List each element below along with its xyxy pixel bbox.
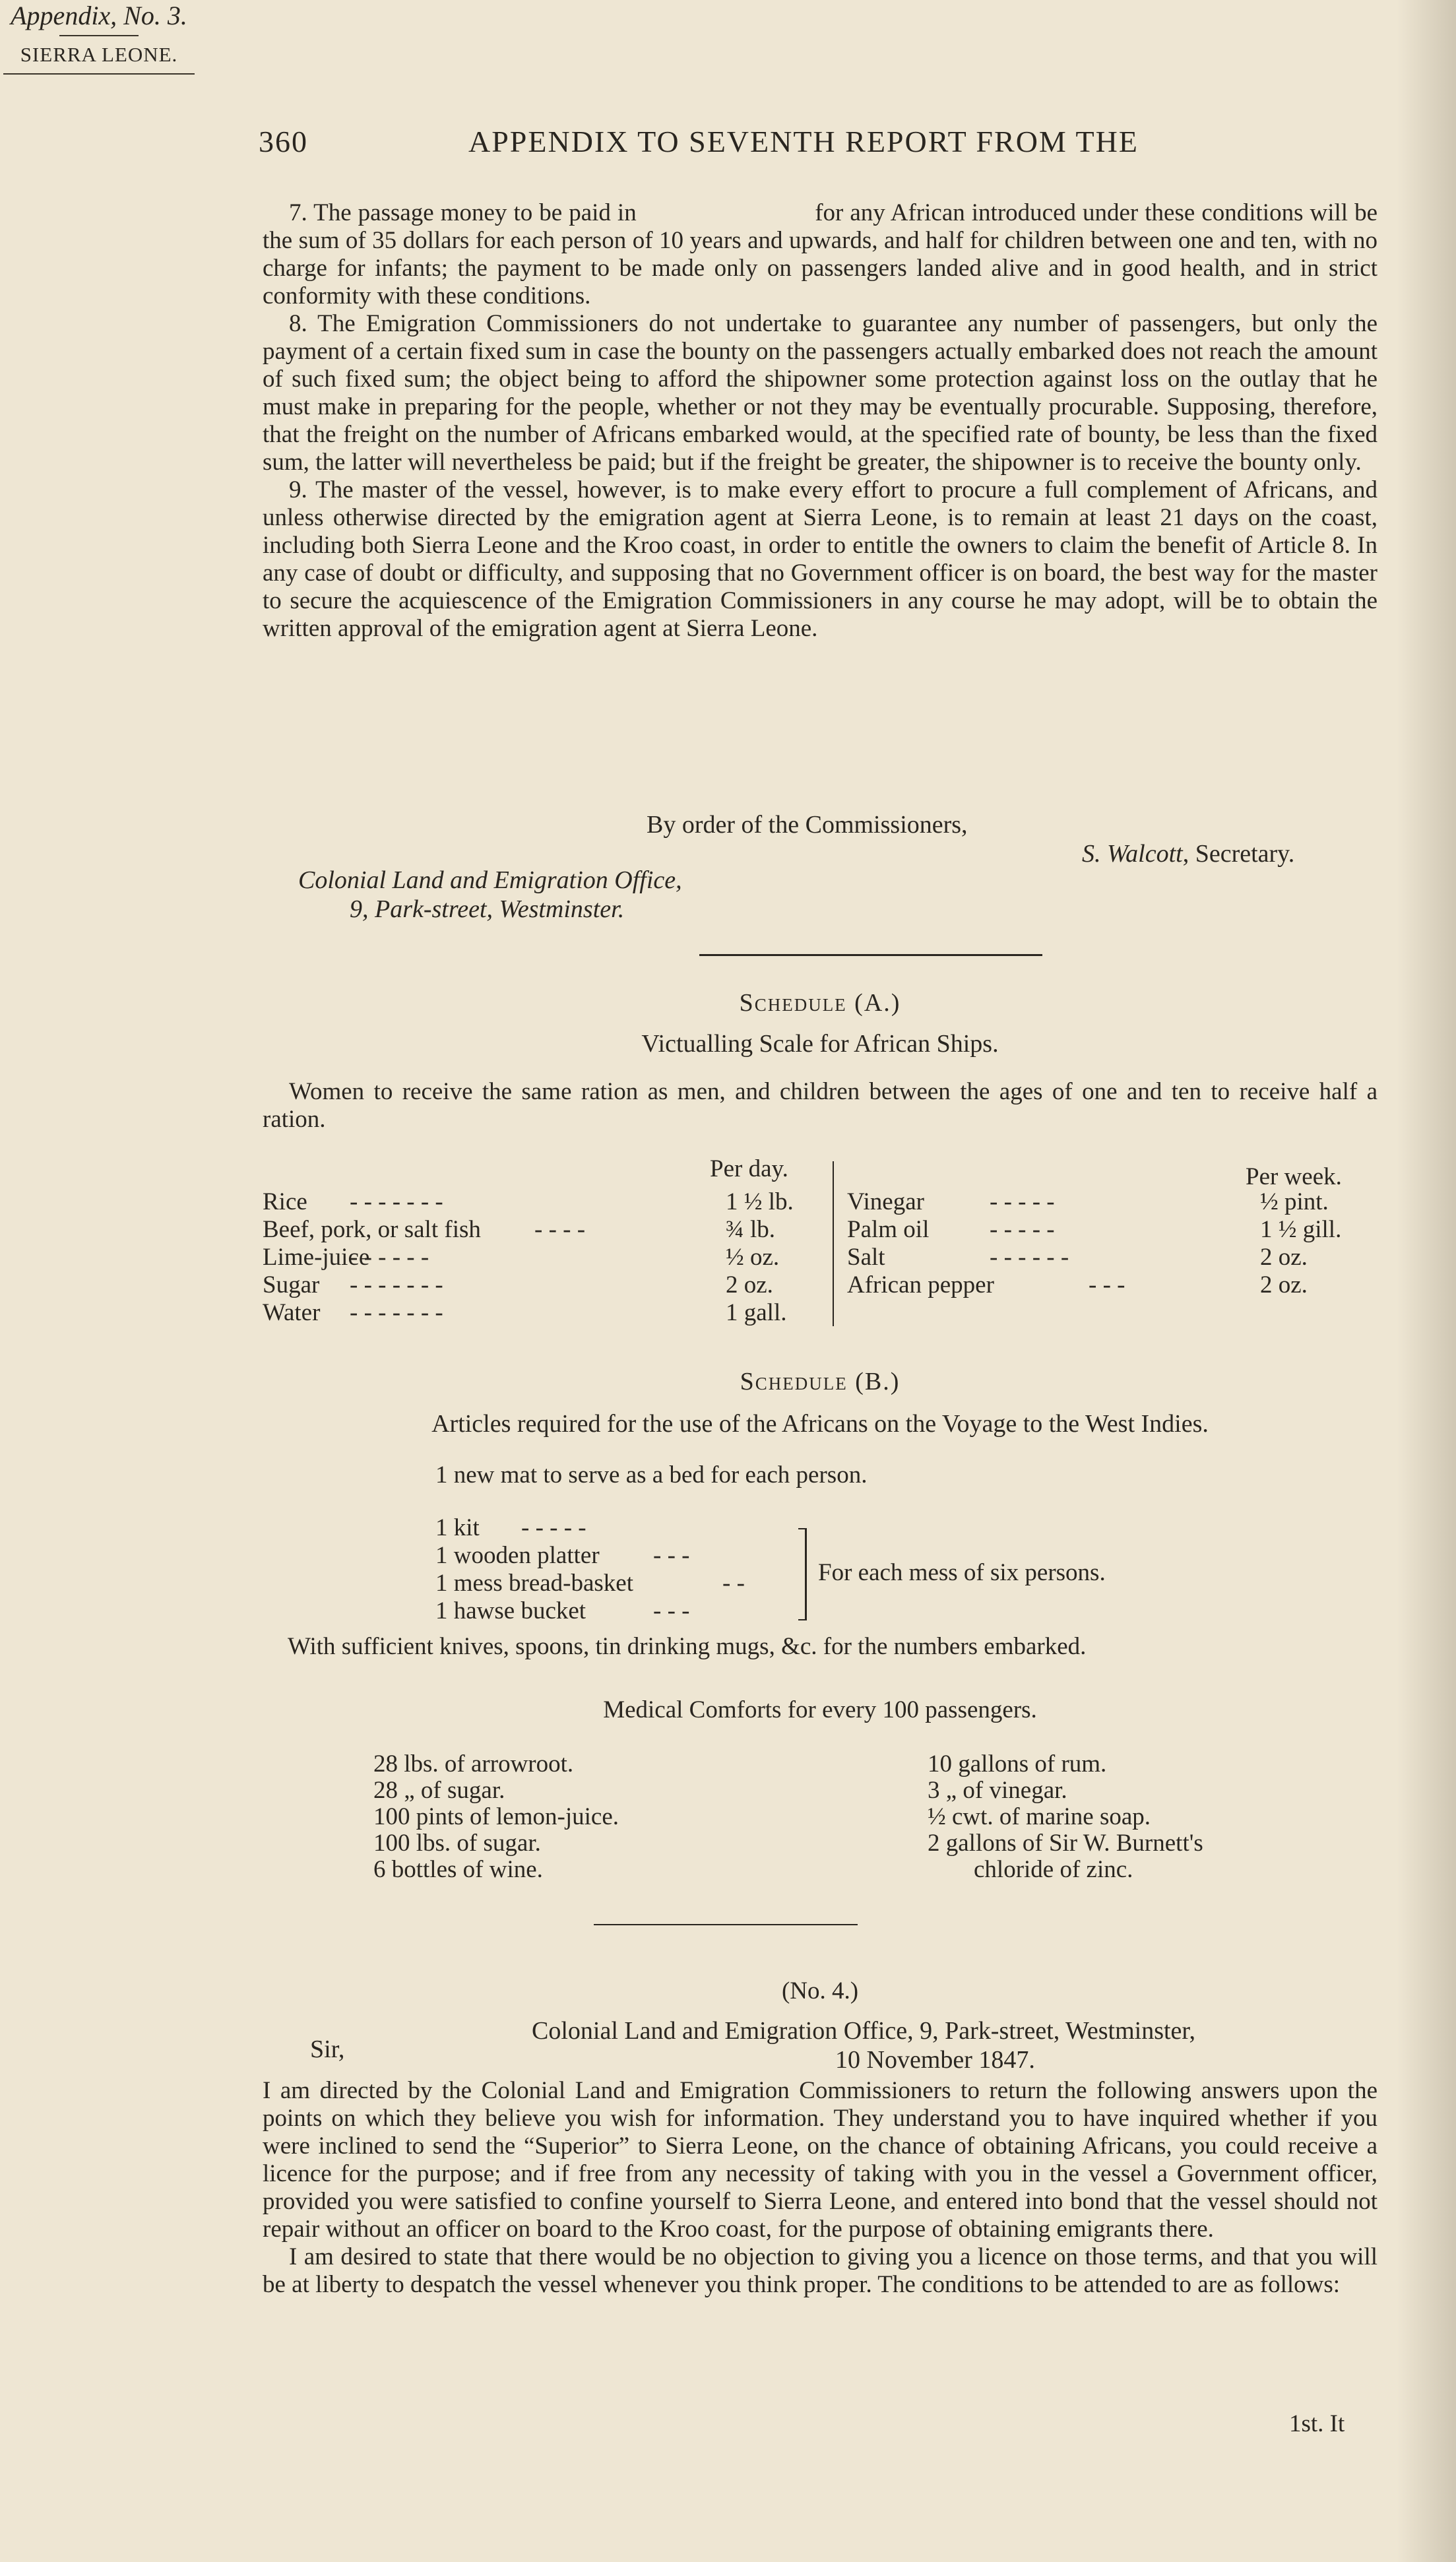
victual-item-qty: 1 ½ lb. bbox=[726, 1188, 794, 1215]
mat-line: 1 new mat to serve as a bed for each person. bbox=[435, 1461, 868, 1489]
victual-item-qty: ½ pint. bbox=[1260, 1188, 1329, 1215]
medical-item: 28 lbs. of arrowroot. bbox=[373, 1750, 574, 1777]
medical-item: 3 „ of vinegar. bbox=[928, 1777, 1067, 1804]
by-order-line: By order of the Commissioners, bbox=[647, 811, 968, 839]
schedule-b-subheading: Articles required for the use of the Africans on the Voyage to the West Indies. bbox=[431, 1410, 1209, 1438]
victual-item-qty: 2 oz. bbox=[1260, 1244, 1308, 1271]
victual-item-name: Salt bbox=[847, 1244, 885, 1271]
victual-item-dashes: - - - - - bbox=[990, 1216, 1055, 1243]
medical-heading: Medical Comforts for every 100 passengers. bbox=[603, 1696, 1037, 1723]
mess-item-dashes: - - - bbox=[653, 1542, 690, 1569]
office-name: Colonial Land and Emigration Office, bbox=[298, 866, 682, 894]
letter-paragraph-1: I am directed by the Colonial Land and Emigration Commissioners to return the following answers upon the points on which they believe you wish for information. They understand you to have inquired whether if you were inclined to send the “Superior” to Sierra Leone, on the chance of obtaining Africans, you could receive a licence for the purpose; and if free from any necessity of taking with you in the vessel a Government officer, provided you were satisfied to confine yourself to Sierra Leone, and entered into bond that the vessel should not repair without an officer on board to the Kroo coast, for the purpose of obtaining emigrants there. bbox=[263, 2077, 1377, 2243]
medical-item: 2 gallons of Sir W. Burnett's bbox=[928, 1830, 1203, 1857]
mess-brace bbox=[798, 1528, 807, 1620]
medical-item: 6 bottles of wine. bbox=[373, 1856, 543, 1883]
medical-item: chloride of zinc. bbox=[974, 1856, 1133, 1883]
sidebar-rule-bottom bbox=[3, 73, 195, 75]
letter-address: Colonial Land and Emigration Office, 9, Park-street, Westminster, bbox=[532, 2017, 1196, 2045]
medical-item: 10 gallons of rum. bbox=[928, 1750, 1107, 1777]
letter-body bbox=[263, 2077, 1377, 2299]
mess-item-name: 1 hawse bucket bbox=[435, 1597, 586, 1624]
article-7: 7. The passage money to be paid in for any African introduced under these conditions will be the sum of 35 dollars for each person of 10 years and upwards, and half for children between one and ten, with no charge for infants; the payment to be made only on passengers landed alive and in good health, and in strict conformity with these conditions. bbox=[263, 199, 1384, 309]
mess-item-name: 1 mess bread-basket bbox=[435, 1570, 634, 1597]
medical-item: 100 pints of lemon-juice. bbox=[373, 1803, 619, 1830]
victual-item-name: Lime-juice bbox=[263, 1244, 370, 1271]
victual-item-qty: 2 oz. bbox=[726, 1271, 773, 1298]
per-week-header: Per week. bbox=[1246, 1163, 1342, 1190]
victual-item-name: Beef, pork, or salt fish bbox=[263, 1216, 481, 1243]
sidebar-place: SIERRA LEONE. bbox=[20, 43, 178, 66]
page-edge-shadow bbox=[1397, 0, 1456, 2562]
victual-item-dashes: - - - - bbox=[534, 1216, 586, 1243]
victual-item-dashes: - - - - - - - bbox=[350, 1188, 443, 1215]
page-number: 360 bbox=[259, 125, 308, 158]
victual-item-qty: ½ oz. bbox=[726, 1244, 780, 1271]
per-day-header: Per day. bbox=[710, 1155, 788, 1182]
sufficient-line: With sufficient knives, spoons, tin drinking mugs, &c. for the numbers embarked. bbox=[288, 1633, 1087, 1660]
victual-item-qty: ¾ lb. bbox=[726, 1216, 776, 1243]
mess-note: For each mess of six persons. bbox=[818, 1559, 1106, 1586]
victual-item-dashes: - - - - - - - bbox=[350, 1299, 443, 1326]
mess-item-dashes: - - - bbox=[653, 1597, 690, 1624]
letter-paragraph-2: I am desired to state that there would be no objection to giving you a licence on those terms, and that you will be at liberty to despatch the vessel whenever you think proper. The conditions to be attended to are as follows: bbox=[263, 2243, 1377, 2298]
sidebar bbox=[0, 0, 198, 75]
victual-item-name: Water bbox=[263, 1299, 321, 1326]
victual-item-name: Sugar bbox=[263, 1271, 320, 1298]
running-title: APPENDIX TO SEVENTH REPORT FROM THE bbox=[468, 125, 1139, 158]
mess-item-dashes: - - - - - bbox=[521, 1514, 586, 1541]
schedule-a-divider bbox=[833, 1161, 834, 1326]
article-9: 9. The master of the vessel, however, is to make every effort to procure a full complement of Africans, and unless otherwise directed by the emigration agent at Sierra Leone, is to remain at least 21 days on the coast, including both Sierra Leone and the Kroo coast, in order to entitle the owners to claim the benefit of Article 8. In any case of doubt or difficulty, and supposing that no Government officer is on board, the best way for the master to secure the acquiescence of the Emigration Commissioners in any course he may adopt, will be to obtain the written approval of the emigration agent at Sierra Leone. bbox=[263, 476, 1377, 642]
letter-divider bbox=[594, 1924, 858, 1925]
victual-item-name: Vinegar bbox=[847, 1188, 924, 1215]
signature-name: S. Walcott bbox=[1082, 840, 1183, 868]
office-address: 9, Park-street, Westminster. bbox=[350, 895, 625, 923]
schedule-a-subheading: Victualling Scale for African Ships. bbox=[641, 1030, 999, 1058]
signature-block bbox=[1082, 839, 1294, 868]
schedule-a-heading: Schedule (A.) bbox=[739, 989, 901, 1017]
mess-item-name: 1 kit bbox=[435, 1514, 480, 1541]
schedule-a-note-block bbox=[263, 1078, 1377, 1134]
medical-item: 100 lbs. of sugar. bbox=[373, 1830, 541, 1857]
schedule-b-heading: Schedule (B.) bbox=[740, 1368, 901, 1395]
catchword: 1st. It bbox=[1289, 2410, 1345, 2437]
section-divider bbox=[699, 954, 1042, 956]
mess-item-dashes: - - bbox=[722, 1570, 745, 1597]
victual-item-qty: 2 oz. bbox=[1260, 1271, 1308, 1298]
victual-item-name: African pepper bbox=[847, 1271, 994, 1298]
victual-item-dashes: - - - - - - bbox=[350, 1244, 429, 1271]
victual-item-dashes: - - - - - - bbox=[990, 1244, 1069, 1271]
letter-salutation: Sir, bbox=[310, 2035, 345, 2063]
letter-number: (No. 4.) bbox=[781, 1977, 859, 2004]
sidebar-rule bbox=[59, 35, 139, 36]
victual-item-name: Palm oil bbox=[847, 1216, 930, 1243]
article-8: 8. The Emigration Commissioners do not undertake to guarantee any number of passengers, but only the payment of a certain fixed sum in case the bounty on the passengers actually embarked does not reach the amount of such fixed sum; the object being to afford the shipowner some protection against loss on the outlay that he must make in preparing for the people, whether or not they may be eventually procurable. Supposing, therefore, that the freight on the number of Africans embarked would, at the specified rate of bounty, be less than the fixed sum, the latter will nevertheless be paid; but if the freight be greater, the shipowner is to receive the bounty only. bbox=[263, 310, 1377, 476]
victual-item-dashes: - - - bbox=[1089, 1271, 1125, 1298]
medical-item: ½ cwt. of marine soap. bbox=[928, 1803, 1151, 1830]
victual-item-qty: 1 ½ gill. bbox=[1260, 1216, 1342, 1243]
sidebar-appendix: Appendix, No. 3. bbox=[11, 1, 187, 30]
letter-date: 10 November 1847. bbox=[835, 2046, 1035, 2074]
schedule-a-note: Women to receive the same ration as men, and children between the ages of one and ten to receive half a ration. bbox=[263, 1078, 1377, 1133]
victual-item-qty: 1 gall. bbox=[726, 1299, 787, 1326]
signature-title: , Secretary. bbox=[1182, 840, 1295, 868]
articles-block bbox=[263, 199, 1384, 643]
mess-item-name: 1 wooden platter bbox=[435, 1542, 600, 1569]
victual-item-dashes: - - - - - bbox=[990, 1188, 1055, 1215]
victual-item-name: Rice bbox=[263, 1188, 307, 1215]
victual-item-dashes: - - - - - - - bbox=[350, 1271, 443, 1298]
medical-item: 28 „ of sugar. bbox=[373, 1777, 505, 1804]
